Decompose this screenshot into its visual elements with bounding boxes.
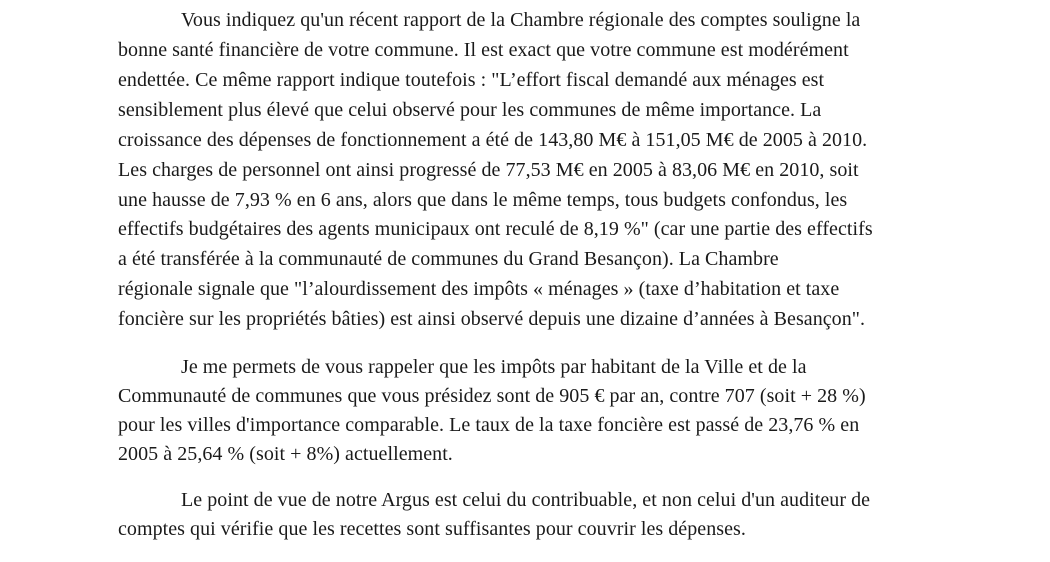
text-line: une hausse de 7,93 % en 6 ans, alors que dans le même temps, tous budgets confondus, les [118,189,848,211]
text-line: Le point de vue de notre Argus est celui du contribuable, et non celui d'un auditeur de [181,489,871,511]
text-line: Communauté de communes que vous présidez sont de 905 € par an, contre 707 (soit + 28 %) [118,385,866,407]
text-line: comptes qui vérifie que les recettes sont suffisantes pour couvrir les dépenses. [118,518,746,540]
text-line: Je me permets de vous rappeler que les impôts par habitant de la Ville et de la [181,356,807,378]
text-line: Vous indiquez qu'un récent rapport de la Chambre régionale des comptes souligne la [181,9,861,31]
text-line: sensiblement plus élevé que celui observé pour les communes de même importance. La [118,99,822,121]
text-line: 2005 à 25,64 % (soit + 8%) actuellement. [118,443,453,465]
text-line: a été transférée à la communauté de communes du Grand Besançon). La Chambre [118,248,779,270]
text-line: Les charges de personnel ont ainsi progressé de 77,53 M€ en 2005 à 83,06 M€ en 2010, soit [118,159,859,181]
text-line: croissance des dépenses de fonctionnement a été de 143,80 M€ à 151,05 M€ de 2005 à 2010. [118,129,868,151]
text-line: pour les villes d'importance comparable. Le taux de la taxe foncière est passé de 23,76 % en [118,414,860,436]
text-line: effectifs budgétaires des agents municipaux ont reculé de 8,19 %" (car une partie des effectifs [118,218,873,240]
text-line: bonne santé financière de votre commune. Il est exact que votre commune est modérément [118,39,849,61]
text-line: endettée. Ce même rapport indique toutefois : "L’effort fiscal demandé aux ménages est [118,69,825,91]
text-line: foncière sur les propriétés bâties) est ainsi observé depuis une dizaine d’années à Besançon". [118,308,866,330]
text-line: régionale signale que "l’alourdissement des impôts « ménages » (taxe d’habitation et taxe [118,278,840,300]
